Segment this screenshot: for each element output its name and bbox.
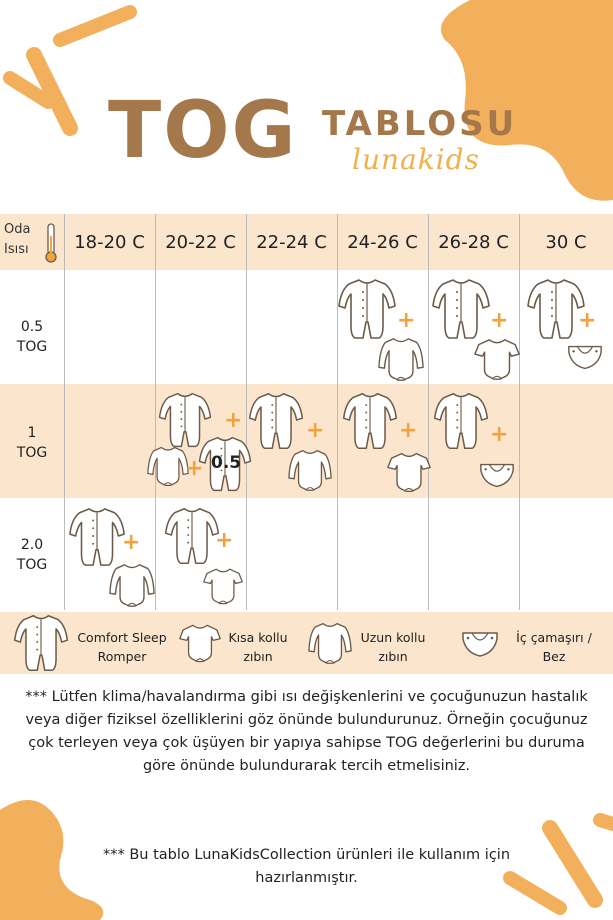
diaper-icon xyxy=(566,342,604,372)
col-header-22-24: 22-24 C xyxy=(256,231,327,253)
romper-icon xyxy=(66,505,128,569)
diaper-icon xyxy=(460,628,500,660)
romper-icon xyxy=(526,276,586,342)
short-bodysuit-icon xyxy=(473,336,521,382)
legend-long-bodysuit: Uzun kollu zıbın xyxy=(360,630,426,664)
plus-icon: + xyxy=(122,530,141,555)
romper-icon xyxy=(10,612,72,674)
grid-line xyxy=(519,214,520,610)
page-title: TOG xyxy=(108,86,298,176)
romper-icon xyxy=(340,390,400,452)
tog-badge: 0.5 xyxy=(211,453,242,473)
plus-icon: + xyxy=(490,422,509,447)
short-bodysuit-icon xyxy=(386,450,432,494)
long-bodysuit-icon xyxy=(147,444,189,488)
long-bodysuit-icon xyxy=(108,562,156,608)
long-bodysuit-icon xyxy=(378,336,424,382)
romper-icon xyxy=(337,276,397,342)
long-bodysuit-icon xyxy=(308,620,352,666)
grid-line xyxy=(428,214,429,610)
thermometer-icon xyxy=(44,222,58,264)
plus-icon: + xyxy=(215,528,234,553)
col-header-26-28: 26-28 C xyxy=(438,231,509,253)
plus-icon: + xyxy=(185,456,204,481)
romper-icon xyxy=(161,505,223,567)
brand-logo: lunakids xyxy=(352,143,480,176)
col-header-20-22: 20-22 C xyxy=(165,231,236,253)
plus-icon: + xyxy=(397,308,416,333)
short-bodysuit-icon xyxy=(178,622,222,664)
plus-icon: + xyxy=(399,418,418,443)
grid-line xyxy=(337,214,338,610)
long-bodysuit-icon xyxy=(288,448,332,492)
legend-diaper: İç çamaşırı / Bez xyxy=(516,630,592,664)
footer-note: *** Bu tablo LunaKidsCollection ürünleri ile kullanım için hazırlanmıştır. xyxy=(102,847,511,886)
col-header-30: 30 C xyxy=(545,231,587,253)
plus-icon: + xyxy=(490,308,509,333)
plus-icon: + xyxy=(224,408,243,433)
grid-line xyxy=(64,214,65,610)
romper-icon xyxy=(246,390,306,452)
row-band-05 xyxy=(0,270,613,384)
plus-icon: + xyxy=(578,308,597,333)
row-label-2: 2.0 TOG xyxy=(16,537,48,573)
page-subtitle: TABLOSU xyxy=(322,104,518,144)
row-label-05: 0.5 TOG xyxy=(16,319,48,355)
usage-note: *** Lütfen klima/havalandırma gibi ısı değişkenlerini ve çocuğunuzun hastalık veya diğer fiziksel özelliklerini göz önünde bulundurunuz. Örneğin çocuğunuz çok terleyen veya çok üşüyen bir yapıya sahipse TOG değerlerini bu duruma göre önünde bulundurarak tercih etmelisiniz. xyxy=(25,689,588,774)
romper-icon xyxy=(431,276,491,342)
col-header-18-20: 18-20 C xyxy=(74,231,145,253)
diaper-icon xyxy=(478,460,516,490)
plus-icon: + xyxy=(306,418,325,443)
romper-icon xyxy=(431,390,491,452)
legend-romper: Comfort Sleep Romper xyxy=(77,630,167,664)
short-bodysuit-icon xyxy=(202,566,244,606)
legend-short-bodysuit: Kısa kollu zıbın xyxy=(228,630,288,664)
room-temp-label: Oda Isısı xyxy=(4,222,31,257)
col-header-24-26: 24-26 C xyxy=(347,231,418,253)
row-label-1: 1 TOG xyxy=(16,425,48,461)
